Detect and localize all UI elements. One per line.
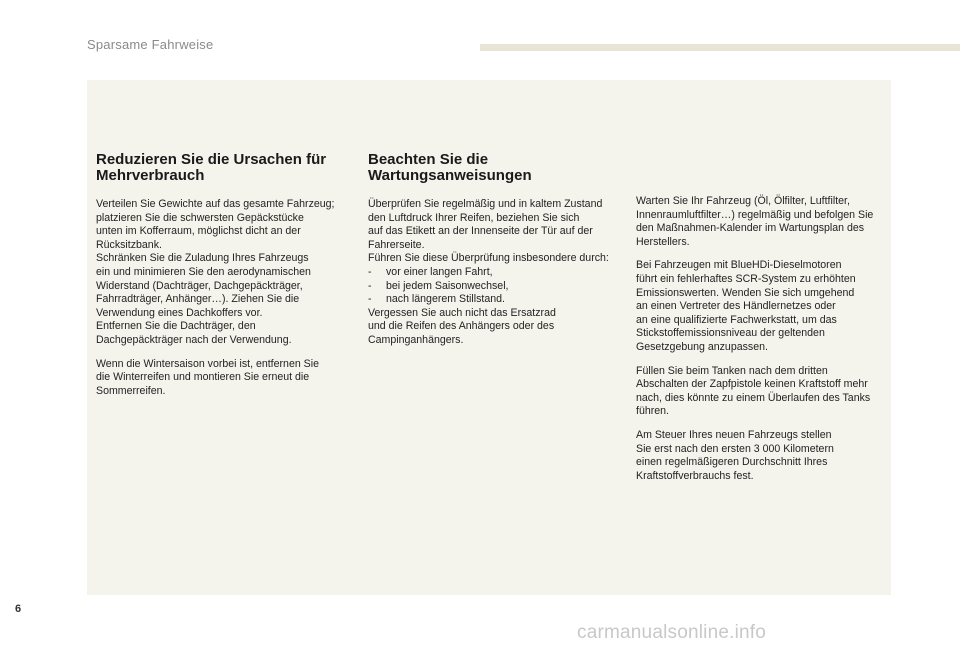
list-item: - vor einer langen Fahrt, bbox=[368, 266, 618, 280]
paragraph-tyre-pressure: Überprüfen Sie regelmäßig und in kaltem Zustand den Luftdruck Ihrer Reifen, beziehen Sie sich auf das Etikett an der Innenseite der Tür auf der Fahrerseite. Führen Sie diese Überprüfung insbesondere durch: bbox=[368, 198, 609, 265]
paragraph-service-vehicle: Warten Sie Ihr Fahrzeug (Öl, Ölfilter, Luftfilter, Innenraumluftfilter…) regelmäßig und befolgen Sie den Maßnahmen-Kalender im Wartungsplan des Herstellers. bbox=[636, 195, 874, 248]
column-maintenance-continued bbox=[636, 195, 884, 493]
paragraph-refuelling: Füllen Sie beim Tanken nach dem dritten Abschalten der Zapfpistole keinen Kraftstoff mehr nach, dies könnte zu einem Überlaufen des Tanks führen. bbox=[636, 364, 871, 418]
paragraph-winter-tyres: Wenn die Wintersaison vorbei ist, entfernen Sie die Winterreifen und montieren Sie erneut die Sommerreifen. bbox=[96, 357, 319, 397]
column-maintenance bbox=[368, 152, 618, 358]
watermark-text: carmanualsonline.info bbox=[577, 622, 767, 643]
paragraph-weight-distribution: Verteilen Sie Gewichte auf das gesamte Fahrzeug; platzieren Sie die schwersten Gepäckstücke unten im Kofferraum, möglichst dicht an der Rücksitzbank. Schränken Sie die Zuladung Ihres Fahrzeugs ein und minimieren Sie den aerodynamischen Widerstand (Dachträger, Dachgepäckträger, Fahrradträger, Anhänger…). Ziehen Sie die Verwendung eines Dachkoffers vor. Entfernen Sie die Dachträger, den Dachgepäckträger nach der Verwendung. bbox=[96, 198, 335, 346]
column-reduce-consumption bbox=[96, 152, 351, 408]
list-item: - bei jedem Saisonwechsel, bbox=[368, 280, 618, 294]
section-title: Sparsame Fahrweise bbox=[87, 37, 214, 52]
heading-reduce-consumption: Reduzieren Sie die Ursachen für Mehrverbrauch bbox=[96, 151, 327, 184]
paragraph-spare-wheel: Vergessen Sie auch nicht das Ersatzrad und die Reifen des Anhängers oder des Campinganhängers. bbox=[368, 306, 556, 346]
header-divider-bar bbox=[480, 44, 960, 51]
paragraph-new-vehicle: Am Steuer Ihres neuen Fahrzeugs stellen Sie erst nach den ersten 3 000 Kilometern einen regelmäßigeren Durchschnitt Ihres Kraftstoffverbrauchs fest. bbox=[636, 428, 834, 482]
page-number: 6 bbox=[15, 603, 22, 615]
heading-maintenance: Beachten Sie die Wartungsanweisungen bbox=[368, 151, 532, 184]
list-item: - nach längerem Stillstand. bbox=[368, 293, 618, 307]
check-occasions-list bbox=[368, 266, 618, 307]
paragraph-scr-system: Bei Fahrzeugen mit BlueHDi-Dieselmotoren führt ein fehlerhaftes SCR-System zu erhöhten Emissionswerten. Wenden Sie sich umgehend an einen Vertreter des Händlernetzes oder an eine qualifizierte Fachwerkstatt, um das Stickstoffemissionsniveau der geltenden Gesetzgebung anzupassen. bbox=[636, 259, 856, 353]
